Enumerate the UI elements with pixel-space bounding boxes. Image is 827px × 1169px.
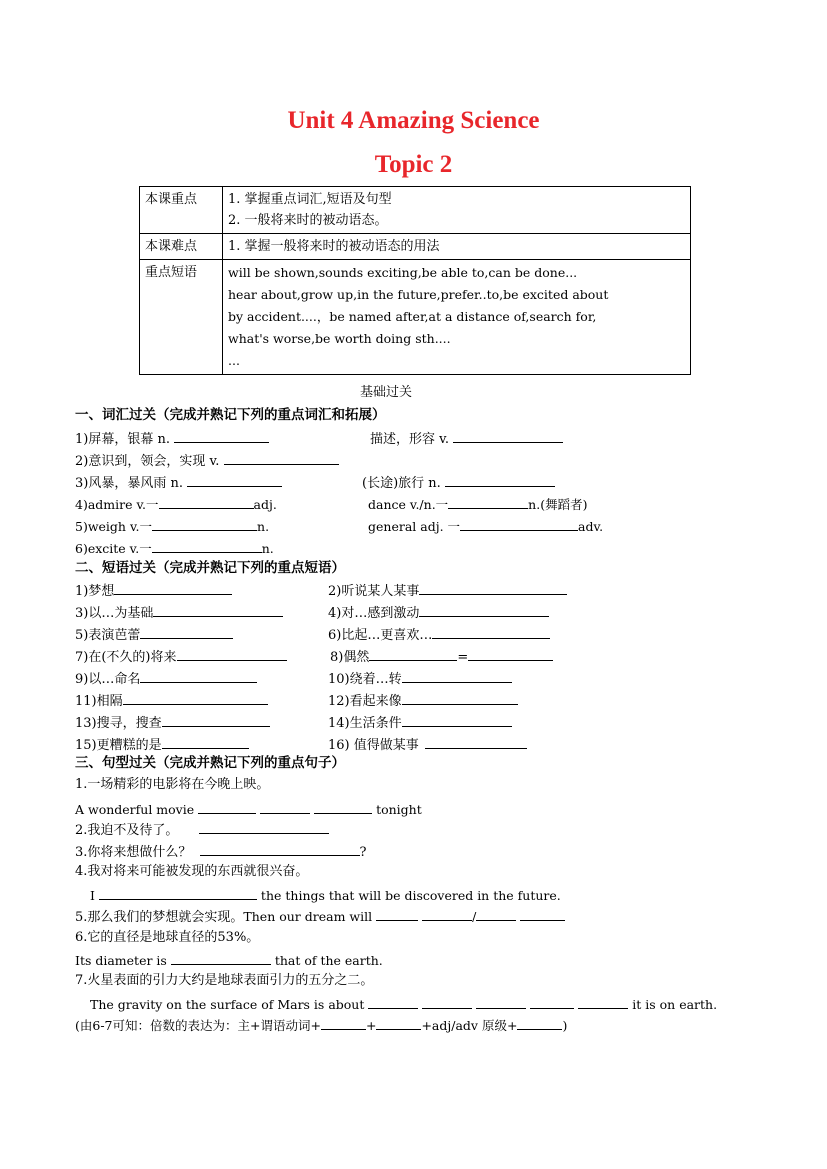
vocab-item-1 xyxy=(75,428,269,450)
phrases-heading: 二、短语过关（完成并熟记下列的重点短语） xyxy=(75,560,345,576)
phrase-label: 1)梦想 xyxy=(75,584,115,599)
document-title: Unit 4 Amazing Science xyxy=(287,107,540,134)
vocab-suffix: adv. xyxy=(578,519,604,534)
sentence-7-cn: 7.火星表面的引力大约是地球表面引力的五分之二。 xyxy=(75,973,374,988)
sentence-6-en xyxy=(75,950,383,971)
vocab-label: 2)意识到，领会，实现 v. xyxy=(75,454,220,469)
sentence-text: Then our dream will xyxy=(243,909,373,924)
phrase-blank[interactable] xyxy=(402,690,518,705)
vocab-item-4 xyxy=(75,494,277,515)
phrase-blank[interactable] xyxy=(162,734,249,749)
vocab-label: dance v./n.一 xyxy=(368,497,449,512)
sentence-blank[interactable] xyxy=(203,885,257,900)
key-points-cell xyxy=(223,187,691,234)
sentence-text: ? xyxy=(359,845,367,860)
phrase-label: 2)听说某人某事 xyxy=(328,584,420,599)
phrase-item xyxy=(75,690,268,712)
phrase-label: 16) 值得做某事 xyxy=(328,738,419,753)
phrase-label: 15)更糟糕的是 xyxy=(75,738,162,753)
note-blank[interactable] xyxy=(376,1015,421,1030)
sentence-blank[interactable] xyxy=(221,950,271,965)
sentence-text: I xyxy=(90,888,95,903)
table-row xyxy=(140,234,691,260)
phrase-blank[interactable] xyxy=(419,580,567,595)
note-text: +adj/adv 原级+ xyxy=(421,1018,518,1033)
phrase-blank[interactable] xyxy=(425,734,527,749)
vocab-item-3 xyxy=(75,472,282,494)
note-text: + xyxy=(365,1018,377,1033)
vocab-item-3b xyxy=(362,472,555,494)
sentence-6-cn: 6.它的直径是地球直径的53%。 xyxy=(75,930,260,945)
sentence-blank[interactable] xyxy=(422,994,472,1009)
note-text: (由6-7可知：倍数的表达为：主+谓语动词+ xyxy=(75,1018,321,1033)
vocab-label: general adj. 一 xyxy=(368,519,461,534)
vocab-label: (长途)旅行 n. xyxy=(362,476,441,491)
vocab-suffix: n. xyxy=(261,541,274,556)
sentence-blank[interactable] xyxy=(422,906,472,921)
sentence-text: the things that will be discovered in the future. xyxy=(260,888,561,903)
phrase-blank[interactable] xyxy=(402,668,512,683)
phrase-label: 3)以…为基础 xyxy=(75,606,154,621)
sentence-1-en xyxy=(75,799,422,820)
phrase-blank[interactable] xyxy=(432,624,550,639)
phrase-blank[interactable] xyxy=(468,646,553,661)
sentence-blank[interactable] xyxy=(314,799,372,814)
sentence-blank[interactable] xyxy=(99,885,203,900)
phrase-item xyxy=(75,580,232,602)
phrase-label: 8)偶然 xyxy=(330,650,370,665)
vocab-suffix: n. xyxy=(257,519,270,534)
phrase-blank[interactable] xyxy=(123,690,268,705)
phrase-blank[interactable] xyxy=(140,668,257,683)
vocab-blank[interactable] xyxy=(152,516,257,531)
phrase-item xyxy=(75,668,257,690)
table-row xyxy=(140,187,691,234)
vocab-label: 6)excite v.一 xyxy=(75,541,152,556)
phrase-blank[interactable] xyxy=(114,580,232,595)
vocab-item-5b xyxy=(368,516,603,537)
phrase-item xyxy=(75,602,283,624)
sentences-heading: 三、句型过关（完成并熟记下列的重点句子） xyxy=(75,755,345,771)
sentence-blank[interactable] xyxy=(376,906,418,921)
sentence-text: 2.我迫不及待了。 xyxy=(75,823,179,838)
note-text: ) xyxy=(562,1018,568,1033)
phrase-item xyxy=(328,624,550,646)
phrases-label: 重点短语 xyxy=(140,260,223,375)
list-item: by accident....，be named after,at a distance of,search for, xyxy=(228,309,597,324)
list-item: what's worse,be worth doing sth.... xyxy=(228,331,451,346)
sentence-blank[interactable] xyxy=(578,994,628,1009)
equals-sign: = xyxy=(457,650,469,665)
sentence-blank[interactable] xyxy=(171,950,221,965)
phrase-label: 11)相隔 xyxy=(75,694,123,709)
list-item: 1. 掌握一般将来时的被动语态的用法 xyxy=(228,239,440,254)
vocab-blank[interactable] xyxy=(187,472,282,487)
sentence-blank[interactable] xyxy=(368,994,418,1009)
sentence-text: that of the earth. xyxy=(274,953,383,968)
phrase-blank[interactable] xyxy=(402,712,512,727)
phrase-blank[interactable] xyxy=(153,602,283,617)
phrases-cell xyxy=(223,260,691,375)
sentence-text: 5.那么我们的梦想就会实现。 xyxy=(75,910,244,925)
sentence-text: / xyxy=(472,909,477,924)
document-subtitle: Topic 2 xyxy=(374,151,453,178)
sentence-blank[interactable] xyxy=(260,799,310,814)
vocab-blank[interactable] xyxy=(460,516,578,531)
phrase-blank[interactable] xyxy=(369,646,457,661)
vocab-item-2 xyxy=(75,450,339,472)
sentence-blank[interactable] xyxy=(199,819,329,834)
list-item: 1. 掌握重点词汇,短语及句型 xyxy=(228,192,392,207)
list-item: will be shown,sounds exciting,be able to,can be done... xyxy=(228,265,578,280)
sentence-blank[interactable] xyxy=(476,906,516,921)
sentence-7-en xyxy=(90,994,717,1015)
vocab-item-6 xyxy=(75,538,274,559)
vocab-label: 4)admire v.一 xyxy=(75,497,159,512)
table-row xyxy=(140,260,691,375)
note-blank[interactable] xyxy=(321,1015,366,1030)
phrase-item xyxy=(328,690,518,712)
vocab-heading: 一、词汇过关（完成并熟记下列的重点词汇和拓展） xyxy=(75,407,386,423)
difficulty-cell xyxy=(223,234,691,260)
phrase-item xyxy=(328,712,512,734)
sentence-text: 3.你将来想做什么？ xyxy=(75,845,192,860)
vocab-item-5 xyxy=(75,516,269,537)
vocab-blank[interactable] xyxy=(448,494,528,509)
phrase-label: 5)表演芭蕾 xyxy=(75,628,141,643)
sentence-text: A wonderful movie xyxy=(75,802,195,817)
multiple-expression-note xyxy=(75,1015,567,1036)
phrase-item xyxy=(328,602,549,624)
list-item: 2. 一般将来时的被动语态。 xyxy=(228,213,388,228)
difficulty-label: 本课难点 xyxy=(140,234,223,260)
phrase-item xyxy=(75,624,233,646)
phrase-blank[interactable] xyxy=(162,712,270,727)
phrase-blank[interactable] xyxy=(140,624,233,639)
phrase-label: 7)在(不久的)将来 xyxy=(75,650,177,665)
phrase-label: 14)生活条件 xyxy=(328,716,402,731)
sentence-3-cn xyxy=(75,841,367,863)
list-item: hear about,grow up,in the future,prefer..to,be excited about xyxy=(228,287,609,302)
vocab-suffix: adj. xyxy=(253,497,277,512)
phrase-blank[interactable] xyxy=(177,646,287,661)
sentence-blank[interactable] xyxy=(198,799,256,814)
phrase-label: 9)以…命名 xyxy=(75,672,141,687)
vocab-item-4b xyxy=(368,494,587,515)
sentence-5 xyxy=(75,906,565,928)
vocab-blank[interactable] xyxy=(445,472,555,487)
sentence-text: tonight xyxy=(376,802,422,817)
vocab-item-1b xyxy=(370,428,563,450)
list-item: ... xyxy=(228,353,240,368)
sentence-blank[interactable] xyxy=(200,841,360,856)
key-points-table xyxy=(139,186,691,375)
vocab-label: 1)屏幕，银幕 n. xyxy=(75,432,170,447)
vocab-label: 3)风暴，暴风雨 n. xyxy=(75,476,183,491)
phrase-label: 10)绕着…转 xyxy=(328,672,402,687)
vocab-blank[interactable] xyxy=(453,428,563,443)
sentence-2-cn xyxy=(75,819,329,841)
phrase-blank[interactable] xyxy=(419,602,549,617)
phrase-item xyxy=(75,712,270,734)
basic-heading: 基础过关 xyxy=(360,385,413,400)
sentence-text: The gravity on the surface of Mars is about xyxy=(90,997,365,1012)
sentence-blank[interactable] xyxy=(520,906,565,921)
phrase-label: 6)比起…更喜欢… xyxy=(328,628,433,643)
vocab-label: 描述，形容 v. xyxy=(370,432,450,447)
phrase-label: 13)搜寻，搜查 xyxy=(75,716,162,731)
vocab-suffix: n.(舞蹈者) xyxy=(528,497,588,512)
sentence-blank[interactable] xyxy=(476,994,526,1009)
vocab-blank[interactable] xyxy=(152,538,262,553)
vocab-blank[interactable] xyxy=(159,494,254,509)
phrase-label: 4)对…感到激动 xyxy=(328,606,420,621)
phrase-item xyxy=(328,668,512,690)
sentence-4-en xyxy=(90,885,561,906)
phrase-item xyxy=(330,646,553,668)
sentence-blank[interactable] xyxy=(530,994,574,1009)
phrase-label: 12)看起来像 xyxy=(328,694,402,709)
note-blank[interactable] xyxy=(517,1015,562,1030)
phrase-item xyxy=(75,646,287,668)
key-points-label: 本课重点 xyxy=(140,187,223,234)
phrase-item xyxy=(328,580,567,602)
vocab-blank[interactable] xyxy=(224,450,339,465)
sentence-4-cn: 4.我对将来可能被发现的东西就很兴奋。 xyxy=(75,864,309,879)
sentence-text: it is on earth. xyxy=(632,997,718,1012)
vocab-blank[interactable] xyxy=(174,428,269,443)
vocab-label: 5)weigh v.一 xyxy=(75,519,153,534)
sentence-text: Its diameter is xyxy=(75,953,167,968)
sentence-1-cn: 1.一场精彩的电影将在今晚上映。 xyxy=(75,777,270,792)
phrase-item xyxy=(328,734,527,756)
